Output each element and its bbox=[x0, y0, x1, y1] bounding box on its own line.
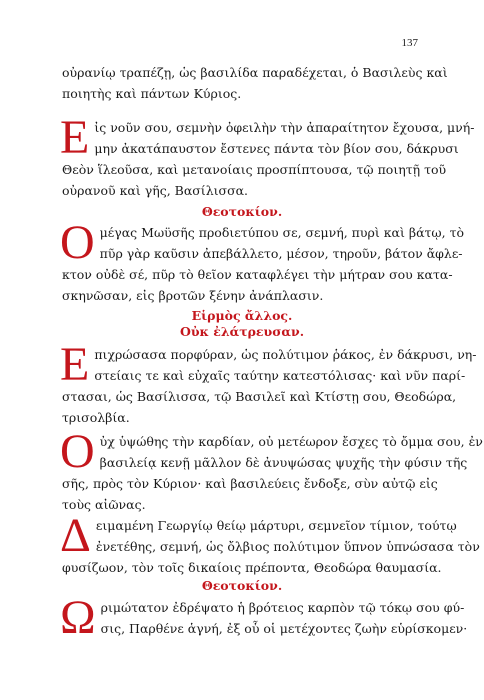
drop-cap-initial: Δ bbox=[60, 509, 91, 562]
page-number: 137 bbox=[401, 37, 418, 49]
text-line: οὐρανοῦ καὶ γῆς, Βασίλισσα. bbox=[62, 183, 249, 198]
text-line: ἐνετέθης, σεμνή, ὡς ὄλβιος πολύτιμον ὕπνον ὑπνώσασα τὸν bbox=[95, 539, 480, 554]
troparion-2 bbox=[60, 216, 465, 306]
text-line: στείαις τε καὶ εὐχαῖς ταύτην κατεστόλισας· καὶ νῦν παρί- bbox=[94, 368, 466, 383]
text-line: σῆς, πρὸς τὸν Κύριον· καὶ βασιλεύεις ἔνδοξε, σὺν αὐτῷ εἰς bbox=[62, 476, 438, 491]
text-line: ποιητὴς καὶ πάντων Κύριος. bbox=[62, 86, 242, 101]
text-line: κτον οὐδὲ σέ, πῦρ τὸ θεῖον καταφλέγει τὴν μήτραν σου κατα- bbox=[62, 267, 453, 282]
text-line: βασιλείᾳ κενῇ μᾶλλον δὲ ἀνυψώσας ψυχῆς τὴν φύσιν τῆς bbox=[99, 455, 468, 470]
text-line: ἰς νοῦν σου, σεμνὴν ὀφειλὴν τὴν ἀπαραίτητον ἔχουσα, μνή- bbox=[94, 120, 475, 135]
text-line: ειμαμένη Γεωργίῳ θείῳ μάρτυρι, σεμνεῖον τίμιον, τούτῳ bbox=[95, 518, 457, 533]
drop-cap-initial: Ο bbox=[60, 425, 95, 478]
troparion-1 bbox=[60, 111, 475, 201]
text-line: σκηνῶσαν, εἰς βροτῶν ξένην ἀνάπλασιν. bbox=[62, 288, 324, 303]
text-line: φυσίζωον, τὸν τοῖς δικαίοις πρέποντα, Θεοδώρα θαυμασία. bbox=[62, 560, 442, 575]
drop-cap-initial: Ε bbox=[60, 111, 90, 164]
section-heading-theotokion: Θεοτοκίον. bbox=[201, 204, 283, 219]
text-line: ριμώτατον ἐδρέψατο ἡ βρότειος καρπὸν τῷ τόκῳ σου φύ- bbox=[100, 600, 465, 615]
text-line: Θεὸν ἵλεοῦσα, καὶ μετανοίαις προσπίπτουσα, τῷ ποιητῇ τοῦ bbox=[62, 162, 447, 177]
text-line: ὐχ ὑψώθης τὴν καρδίαν, οὐ μετέωρον ἔσχες τὸ ὄμμα σου, ἐν bbox=[99, 434, 483, 449]
drop-cap-initial: Ο bbox=[60, 216, 95, 269]
troparion-5 bbox=[60, 509, 480, 578]
intro-paragraph bbox=[62, 62, 448, 104]
troparion-4 bbox=[60, 425, 483, 515]
section-heading-heirmos-tone: Οὐκ ἐλάτρευσαν. bbox=[179, 324, 305, 339]
section-heading-theotokion: Θεοτοκίον. bbox=[201, 578, 283, 593]
drop-cap-initial: Ω bbox=[60, 591, 96, 644]
text-line: τοὺς αἰῶνας. bbox=[62, 497, 146, 512]
text-line: μέγας Μωϋσῆς προδιετύπου σε, σεμνή, πυρὶ καὶ βάτῳ, τὸ bbox=[99, 225, 465, 240]
drop-cap-initial: Ε bbox=[60, 338, 90, 391]
text-line: στασαι, ὡς Βασίλισσα, τῷ Βασιλεῖ καὶ Κτίστῃ σου, Θεοδώρα, bbox=[62, 389, 457, 404]
text-line: τρισολβία. bbox=[62, 410, 130, 425]
text-line: σις, Παρθένε ἁγνή, ἐξ οὗ οἱ μετέχοντες ζωὴν εὑρίσκομεν· bbox=[100, 621, 468, 636]
text-line: πῦρ γὰρ καῦσιν ἀπεβάλλετο, μέσον, τηροῦν, βάτον ἄφλε- bbox=[99, 246, 463, 261]
troparion-6 bbox=[60, 591, 468, 644]
section-heading-heirmos: Εἱρμὸς ἄλλος. bbox=[191, 308, 293, 323]
text-line: μην ἀκατάπαυστον ἔστενες πάντα τὸν βίον σου, δάκρυσι bbox=[94, 141, 459, 156]
text-line: οὐρανίῳ τραπέζῃ, ὡς βασιλίδα παραδέχεται, ὁ Βασιλεὺς καὶ bbox=[62, 65, 448, 80]
troparion-3 bbox=[60, 338, 477, 428]
text-line: πιχρώσασα πορφύραν, ὡς πολύτιμον ῥάκος, ἐν δάκρυσι, νη- bbox=[94, 347, 477, 362]
